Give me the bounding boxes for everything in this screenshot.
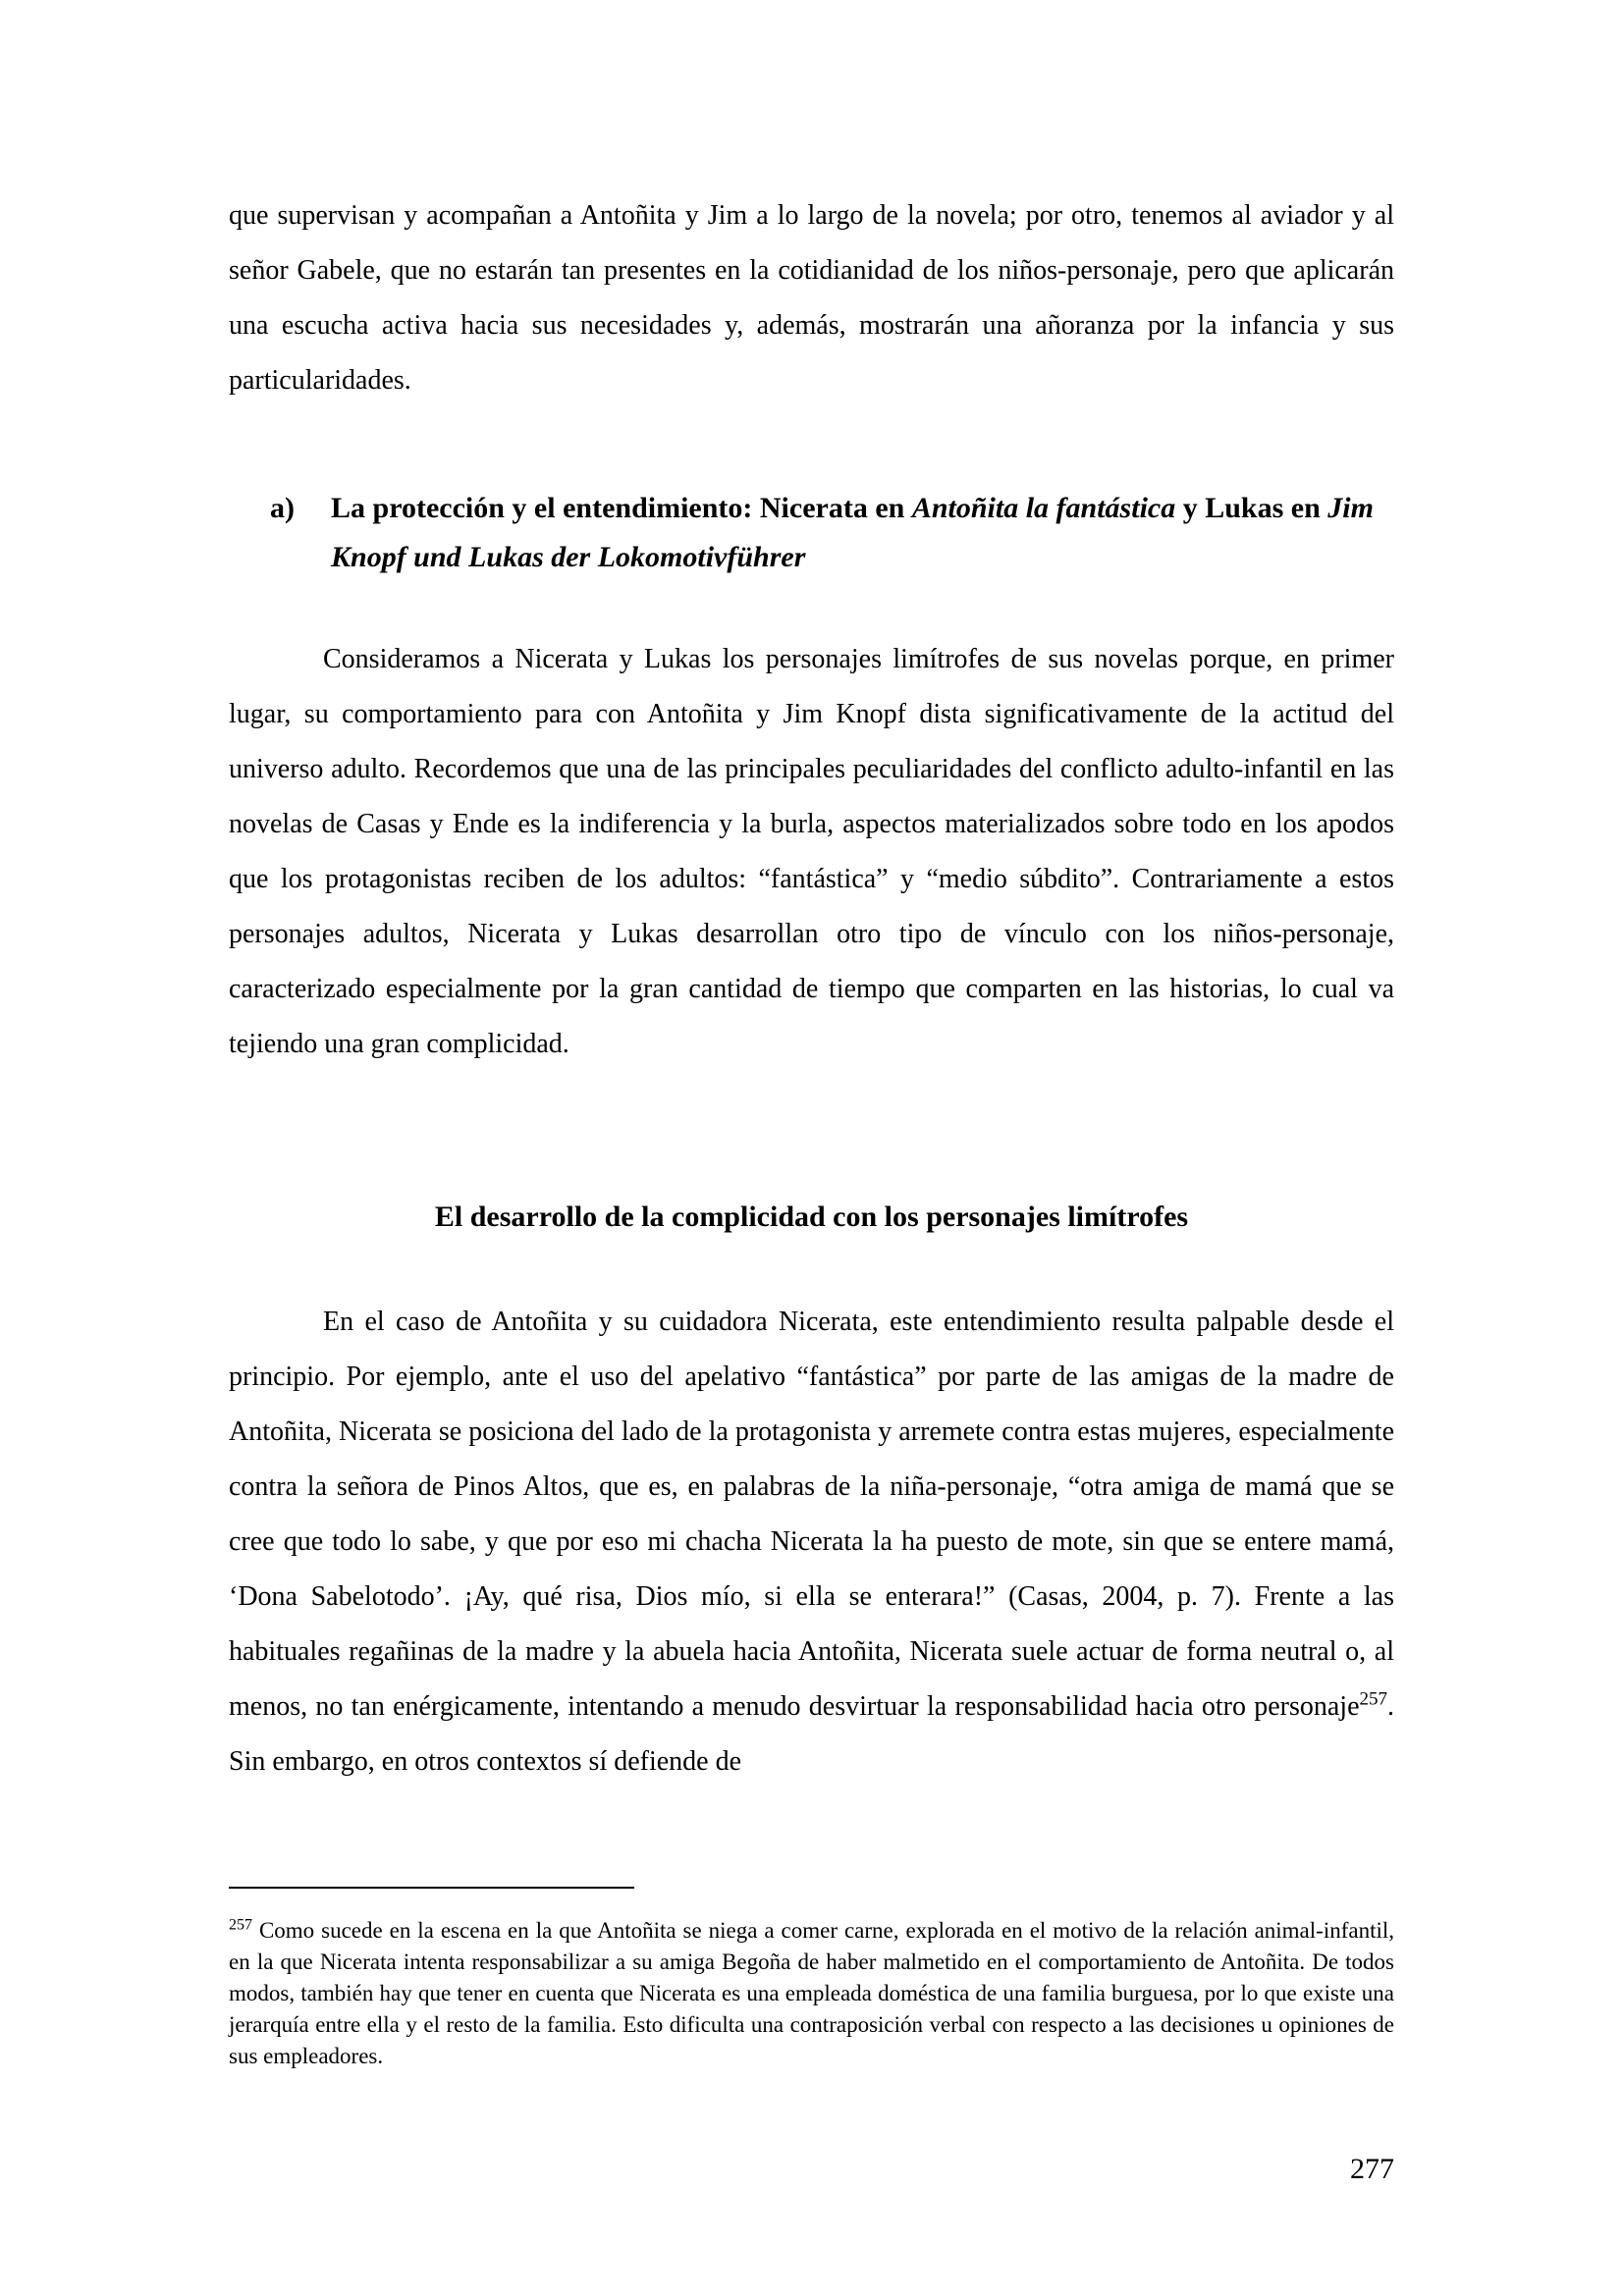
- section-heading-marker: a): [270, 492, 295, 524]
- section-heading: [270, 484, 1394, 582]
- section-heading-text-1: La protección y el entendimiento: Nicerata en: [331, 492, 912, 524]
- footnote-marker-257: 257: [229, 1916, 252, 1934]
- footnote-separator-rule: [229, 1887, 634, 1889]
- subsection-heading: El desarrollo de la complicidad con los personajes limítrofes: [434, 1201, 1189, 1233]
- section-heading-text-2: y Lukas en: [1175, 492, 1328, 524]
- footnote-257: [229, 1915, 1394, 2072]
- paragraph-antonita-text-2: . Sin embargo, en otros contextos sí defiende de: [229, 1691, 1394, 1777]
- paragraph-continuation: que supervisan y acompañan a Antoñita y Jim a lo largo de la novela; por otro, tenemos al aviador y al señor Gabele, que no estarán tan presentes en la cotidianidad de los niños-personaje, pero que aplicarán una escucha activa hacia sus necesidades y, además, mostrarán una añoranza por la infancia y sus particularidades.: [229, 200, 1394, 396]
- paragraph-antonita-nicerata: [229, 1295, 1394, 1789]
- section-heading-italic-title-2: Jim Knopf und Lukas der Lokomotivführer: [331, 492, 1374, 573]
- paragraph-antonita-text-1: En el caso de Antoñita y su cuidadora Nicerata, este entendimiento resulta palpable desde el principio. Por ejemplo, ante el uso del apelativo “fantástica” por parte de las amigas de la madre de Antoñita, Nicerata se posiciona del lado de la protagonista y arremete contra estas mujeres, especialmente contra la señora de Pinos Altos, que es, en palabras de la niña-personaje, “otra amiga de mamá que se cree que todo lo sabe, y que por eso mi chacha Nicerata la ha puesto de mote, sin que se entere mamá, ‘Dona Sabelotodo’. ¡Ay, qué risa, Dios mío, si ella se enterara!” (Casas, 2004, p. 7). Frente a las habituales regañinas de la madre y la abuela hacia Antoñita, Nicerata suele actuar de forma neutral o, al menos, no tan enérgicamente, intentando a menudo desvirtuar la responsabilidad hacia otro personaje: [229, 1307, 1394, 1722]
- footnote-text: Como sucede en la escena en la que Antoñita se niega a comer carne, explorada en el motivo de la relación animal-infantil, en la que Nicerata intenta responsabilizar a su amiga Begoña de haber malmetido en el comportamiento de Antoñita. De todos modos, también hay que tener en cuenta que Nicerata es una empleada doméstica de una familia burguesa, por lo que existe una jerarquía entre ella y el resto de la familia. Esto dificulta una contraposición verbal con respecto a las decisiones u opiniones de sus empleadores.: [229, 1918, 1394, 2068]
- page-number: 277: [1350, 2153, 1394, 2185]
- footnote-reference-257: 257: [1359, 1688, 1387, 1710]
- section-heading-italic-title-1: Antoñita la fantástica: [911, 492, 1176, 524]
- text-column: [229, 0, 1394, 2296]
- paragraph-limitrofes: Consideramos a Nicerata y Lukas los personajes limítrofes de sus novelas porque, en primer lugar, su comportamiento para con Antoñita y Jim Knopf dista significativamente de la actitud del universo adulto. Recordemos que una de las principales peculiaridades del conflicto adulto-infantil en las novelas de Casas y Ende es la indiferencia y la burla, aspectos materializados sobre todo en los apodos que los protagonistas reciben de los adultos: “fantástica” y “medio súbdito”. Contrariamente a estos personajes adultos, Nicerata y Lukas desarrollan otro tipo de vínculo con los niños-personaje, caracterizado especialmente por la gran cantidad de tiempo que comparten en las historias, lo cual va tejiendo una gran complicidad.: [229, 644, 1394, 1059]
